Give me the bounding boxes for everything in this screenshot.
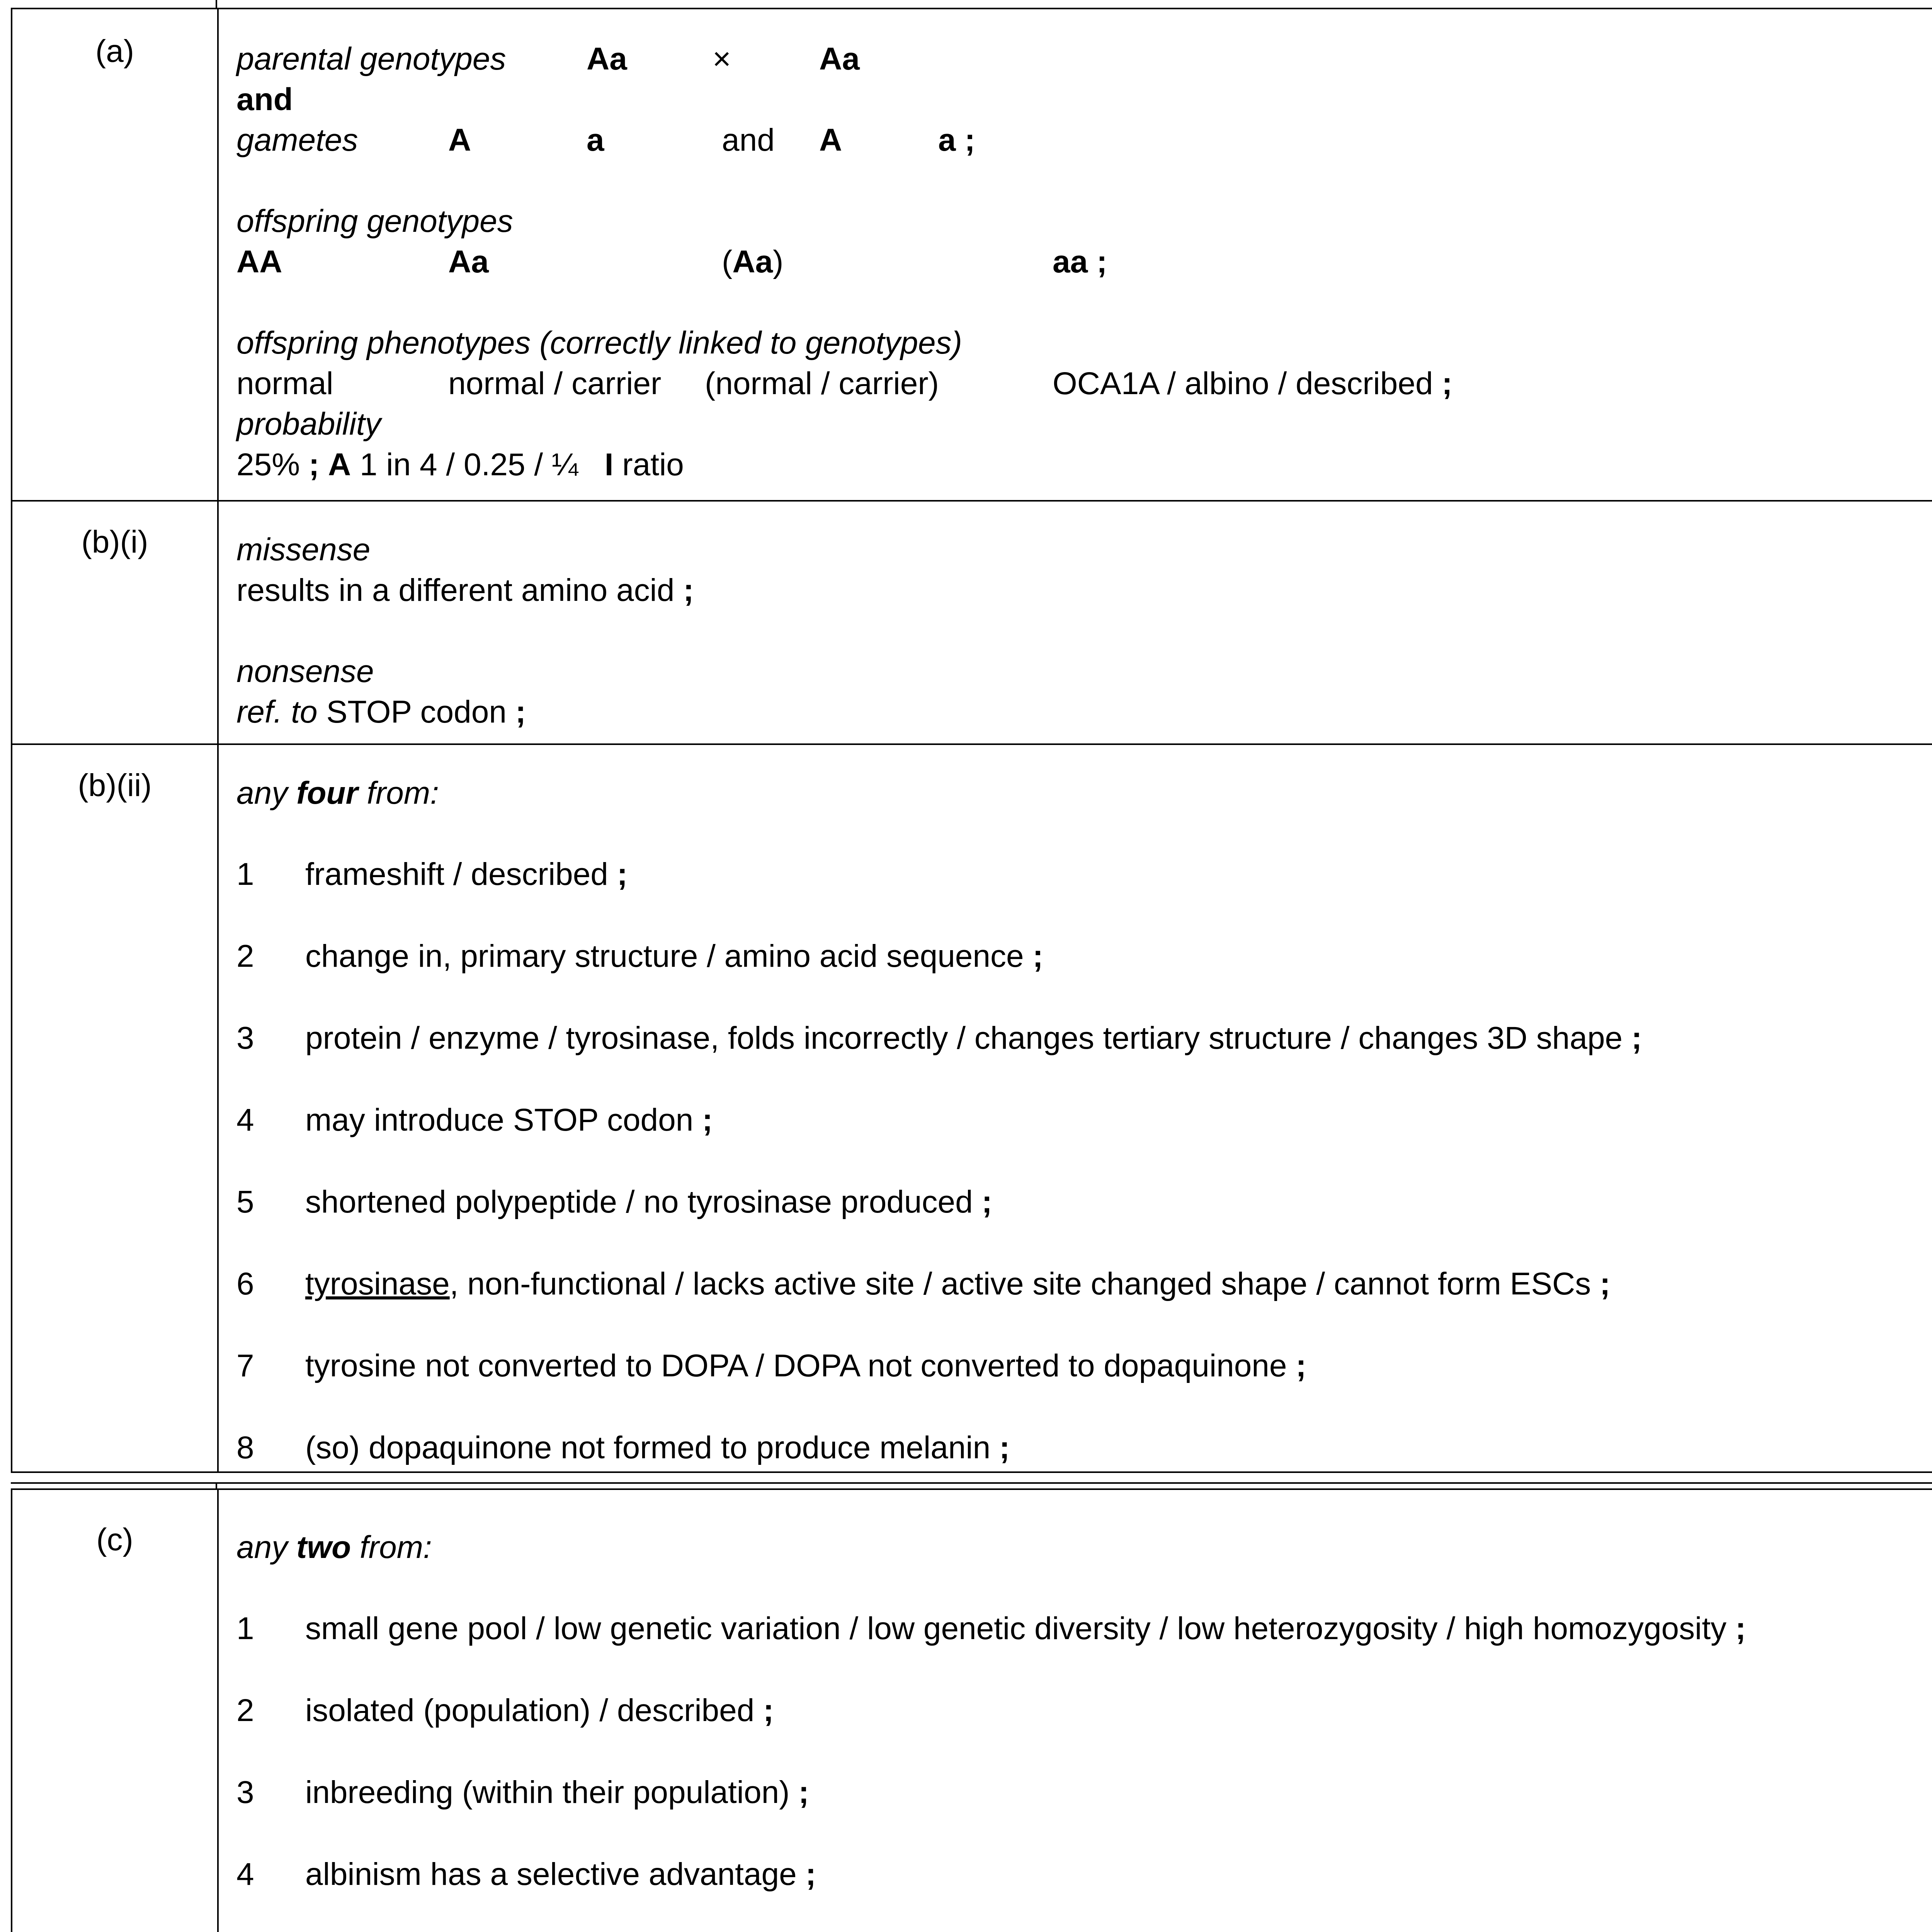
answer-c [236, 1527, 1932, 1932]
list-item-number: 2 [236, 939, 254, 974]
any-two-from: any two from: [236, 1530, 432, 1565]
offspring-phenotypes-label: offspring phenotypes (correctly linked to genotypes) [236, 325, 962, 361]
list-item-text: albinism has a selective advantage ; [305, 1857, 816, 1892]
answer-bii [236, 773, 1932, 1509]
list-item-number: 7 [236, 1348, 254, 1383]
list-item [236, 1345, 1932, 1427]
offspring-genotypes-label: offspring genotypes [236, 204, 513, 239]
offspring-phenotype: normal [236, 366, 333, 401]
list-item-number: 6 [236, 1266, 254, 1301]
question-label-bi: (b)(i) [81, 524, 148, 560]
row-divider [12, 743, 1932, 745]
list-item-text: frameshift / described ; [305, 857, 628, 892]
mark-scheme-table-2 [11, 1488, 1932, 1932]
parent2-genotype: Aa [819, 41, 860, 77]
list-item-text: inbreeding (within their population) ; [305, 1775, 809, 1810]
list-item-text: protein / enzyme / tyrosinase, folds incorrectly / changes tertiary structure / changes 3D shape ; [305, 1020, 1642, 1056]
list-item-number: 3 [236, 1775, 254, 1810]
row-divider [12, 500, 1932, 502]
cross-symbol: × [713, 41, 731, 77]
list-item [236, 1100, 1932, 1182]
list-item [236, 1854, 1932, 1932]
gametes-label: gametes [236, 122, 358, 158]
answer-list-bii [236, 854, 1932, 1509]
list-item-text: tyrosinase, non-functional / lacks active site / active site changed shape / cannot form ESCs ; [305, 1266, 1611, 1301]
offspring-genotype: aa ; [1053, 244, 1107, 279]
mark-scheme-table-1 [11, 8, 1932, 1473]
list-item-text: small gene pool / low genetic variation / low genetic diversity / low heterozygosity / high homozygosity ; [305, 1611, 1746, 1646]
answer-list-c [236, 1608, 1932, 1932]
list-item-text: tyrosine not converted to DOPA / DOPA not converted to dopaquinone ; [305, 1348, 1306, 1383]
column-divider-stub [216, 0, 217, 8]
list-item [236, 1690, 1932, 1772]
probability-answer: 25% ; A 1 in 4 / 0.25 / ¼ I ratio [236, 447, 684, 482]
page-separator [11, 1482, 1932, 1484]
nonsense-label: nonsense [236, 654, 374, 689]
list-item [236, 1182, 1932, 1264]
list-item-text: may introduce STOP codon ; [305, 1102, 713, 1138]
list-item-number: 2 [236, 1693, 254, 1728]
gamete: a ; [938, 122, 975, 158]
underlined-term: tyrosinase [305, 1266, 450, 1301]
gamete: A [448, 122, 471, 158]
gametes-and: and [722, 122, 775, 158]
list-item-text: change in, primary structure / amino acid sequence ; [305, 939, 1043, 974]
question-label-a: (a) [95, 34, 134, 69]
offspring-phenotype: OCA1A / albino / described ; [1053, 366, 1452, 401]
offspring-phenotype: (normal / carrier) [705, 366, 939, 401]
list-item-text: shortened polypeptide / no tyrosinase produced ; [305, 1184, 992, 1219]
list-item-number: 5 [236, 1184, 254, 1219]
list-item-number: 1 [236, 1611, 254, 1646]
list-item [236, 936, 1932, 1018]
question-label-bii: (b)(ii) [78, 768, 152, 803]
column-divider [217, 9, 219, 1471]
list-item [236, 1772, 1932, 1854]
answer-a [236, 39, 1932, 485]
gamete: a [587, 122, 604, 158]
gamete: A [819, 122, 842, 158]
list-item-number: 1 [236, 857, 254, 892]
and-label: and [236, 82, 293, 117]
list-item [236, 854, 1932, 936]
list-item-number: 8 [236, 1430, 254, 1465]
offspring-phenotype: normal / carrier [448, 366, 662, 401]
missense-text: results in a different amino acid ; [236, 573, 694, 608]
parental-genotypes-label: parental genotypes [236, 41, 506, 77]
question-label-c: (c) [96, 1522, 133, 1557]
column-divider [217, 1490, 219, 1932]
nonsense-text: ref. to STOP codon ; [236, 694, 526, 730]
list-item [236, 1018, 1932, 1100]
list-item-number: 4 [236, 1857, 254, 1892]
list-item-number: 3 [236, 1020, 254, 1056]
answer-bi [236, 529, 1932, 732]
probability-label: probability [236, 406, 381, 442]
list-item-text: isolated (population) / described ; [305, 1693, 774, 1728]
parent1-genotype: Aa [587, 41, 627, 77]
offspring-genotype: (Aa) [722, 244, 784, 279]
offspring-genotype: Aa [448, 244, 489, 279]
missense-label: missense [236, 532, 371, 567]
any-four-from: any four from: [236, 776, 439, 811]
list-item [236, 1608, 1932, 1690]
list-item-number: 4 [236, 1102, 254, 1138]
list-item [236, 1264, 1932, 1345]
column-divider-stub [216, 1482, 217, 1488]
list-item-text: (so) dopaquinone not formed to produce melanin ; [305, 1430, 1010, 1465]
offspring-genotype: AA [236, 244, 282, 279]
